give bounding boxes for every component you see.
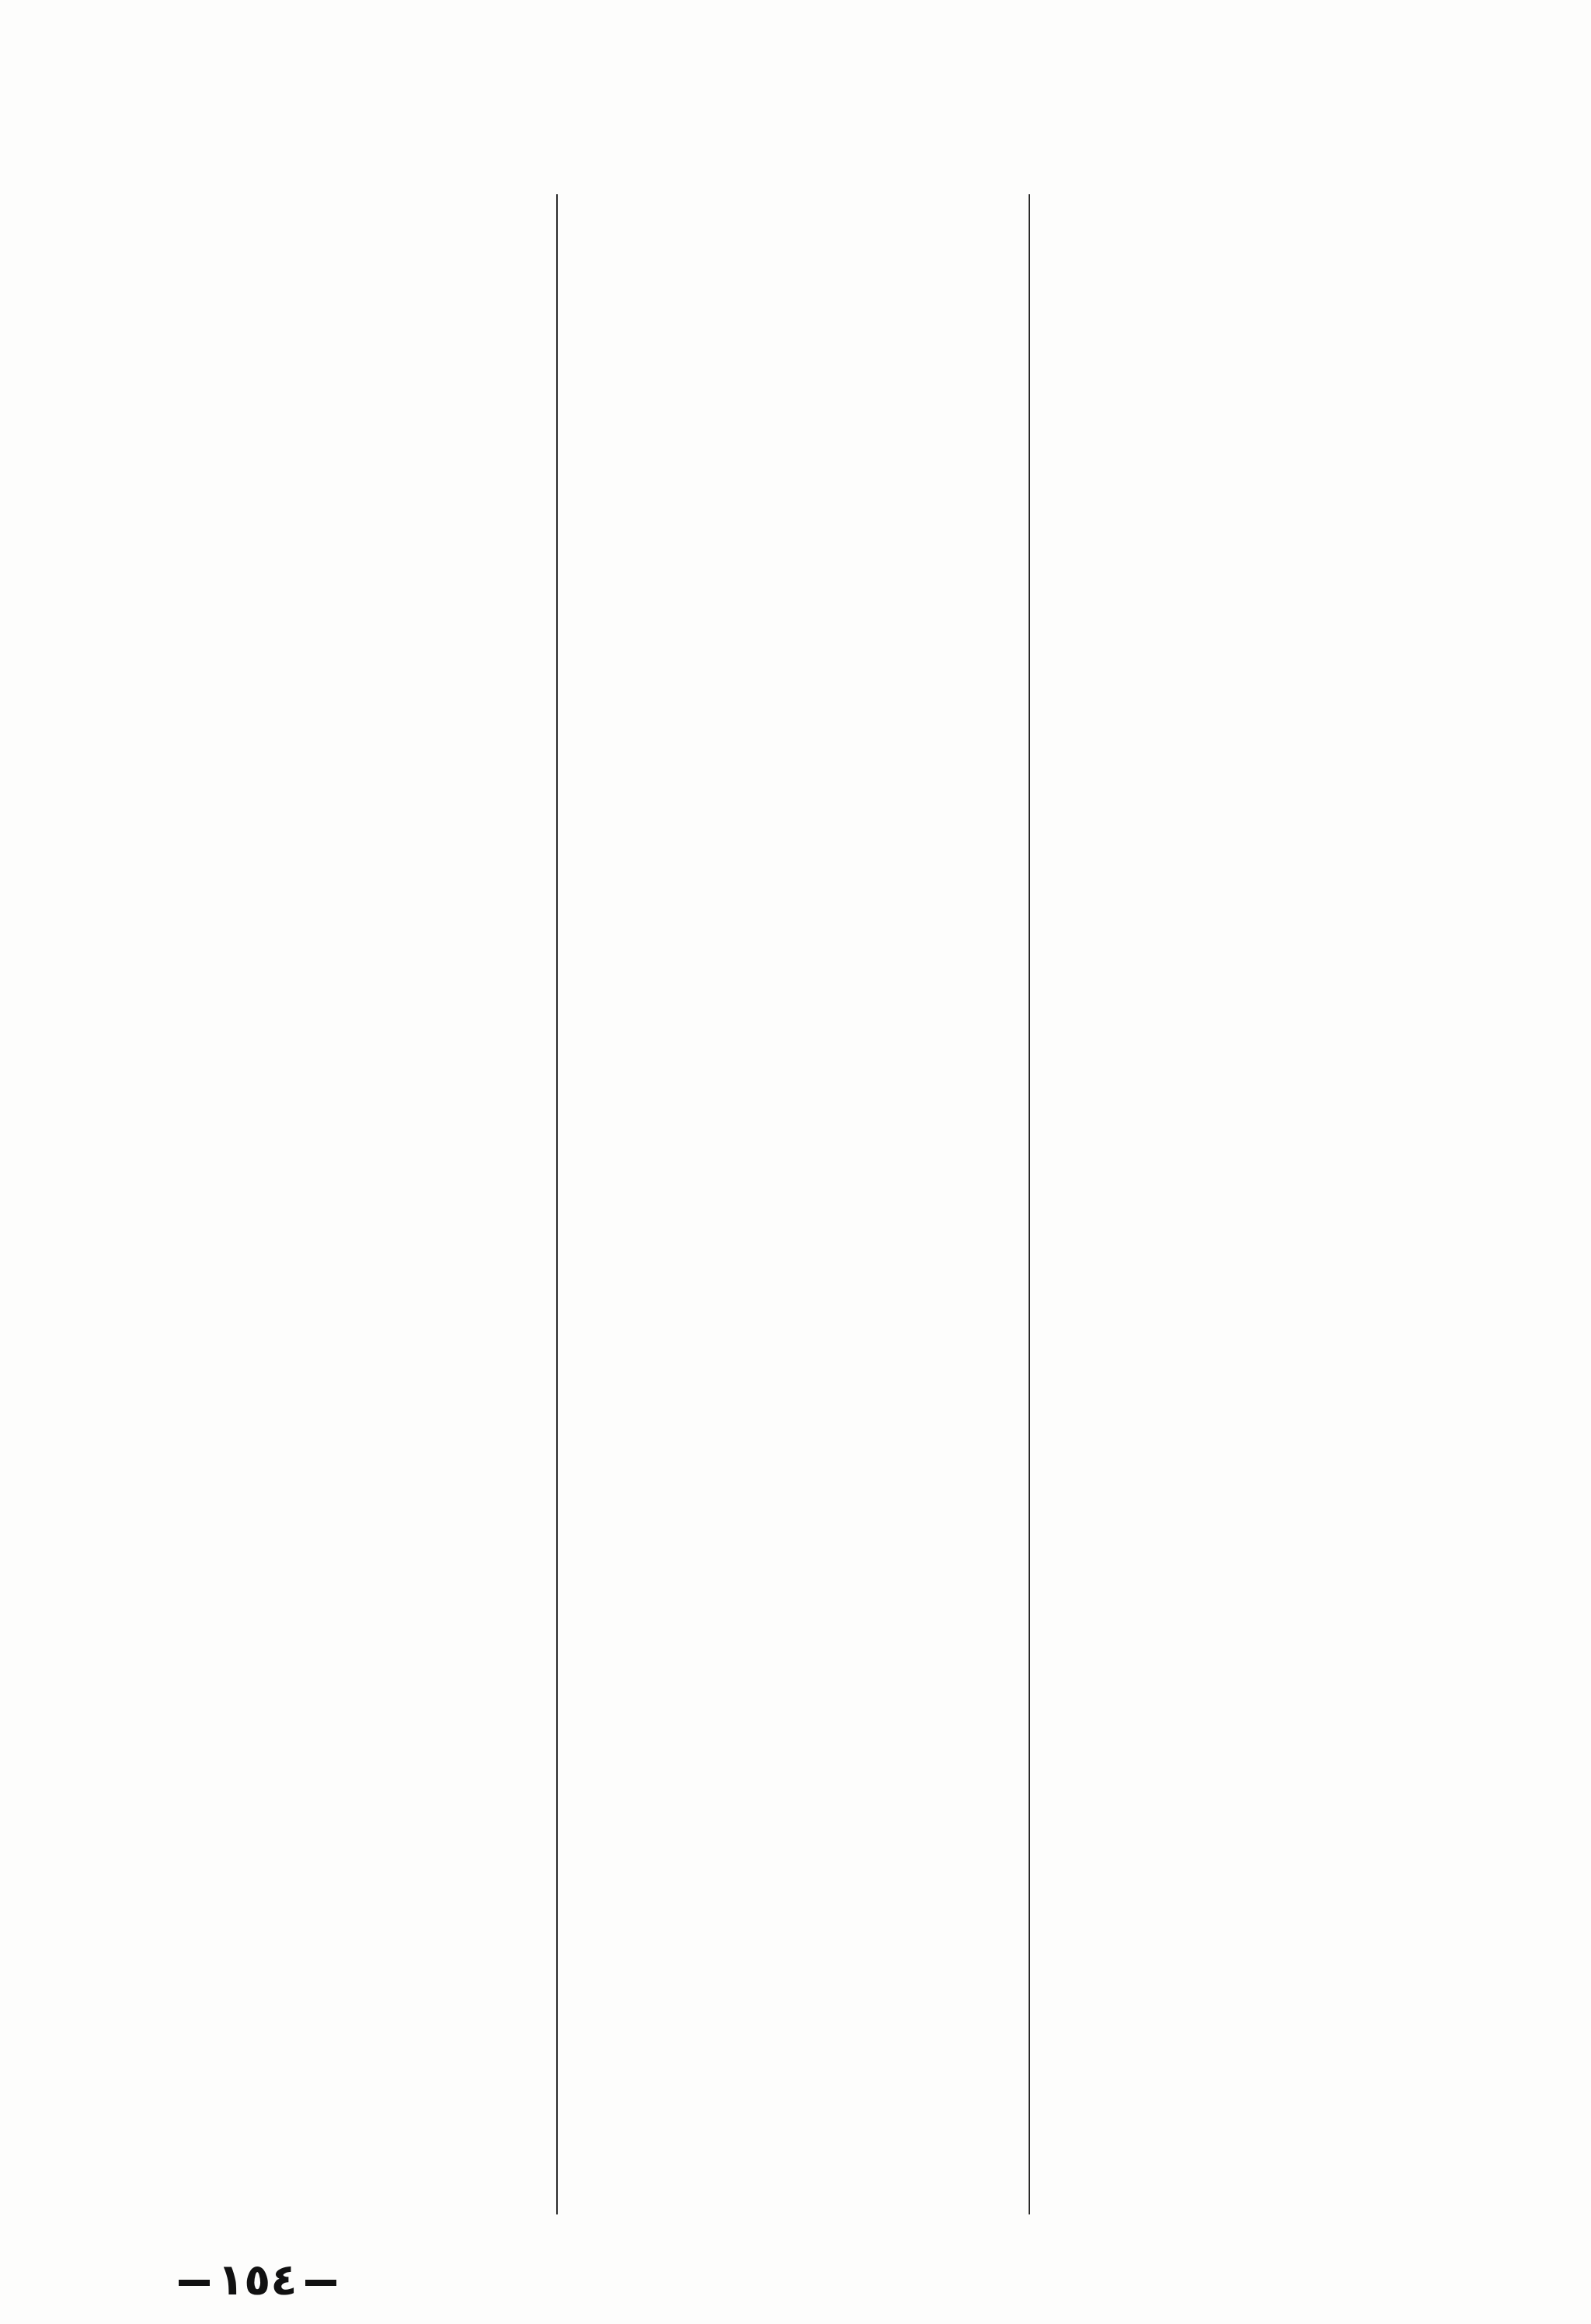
text-columns	[93, 194, 1498, 2230]
page-number-dash	[305, 2280, 336, 2286]
column-middle	[575, 194, 1016, 2230]
page-number-text: ١٥٤	[218, 2255, 298, 2305]
column-right	[1057, 194, 1498, 2230]
page-number-dash	[179, 2280, 210, 2286]
page-number	[171, 2255, 344, 2305]
column-left	[93, 194, 534, 2230]
